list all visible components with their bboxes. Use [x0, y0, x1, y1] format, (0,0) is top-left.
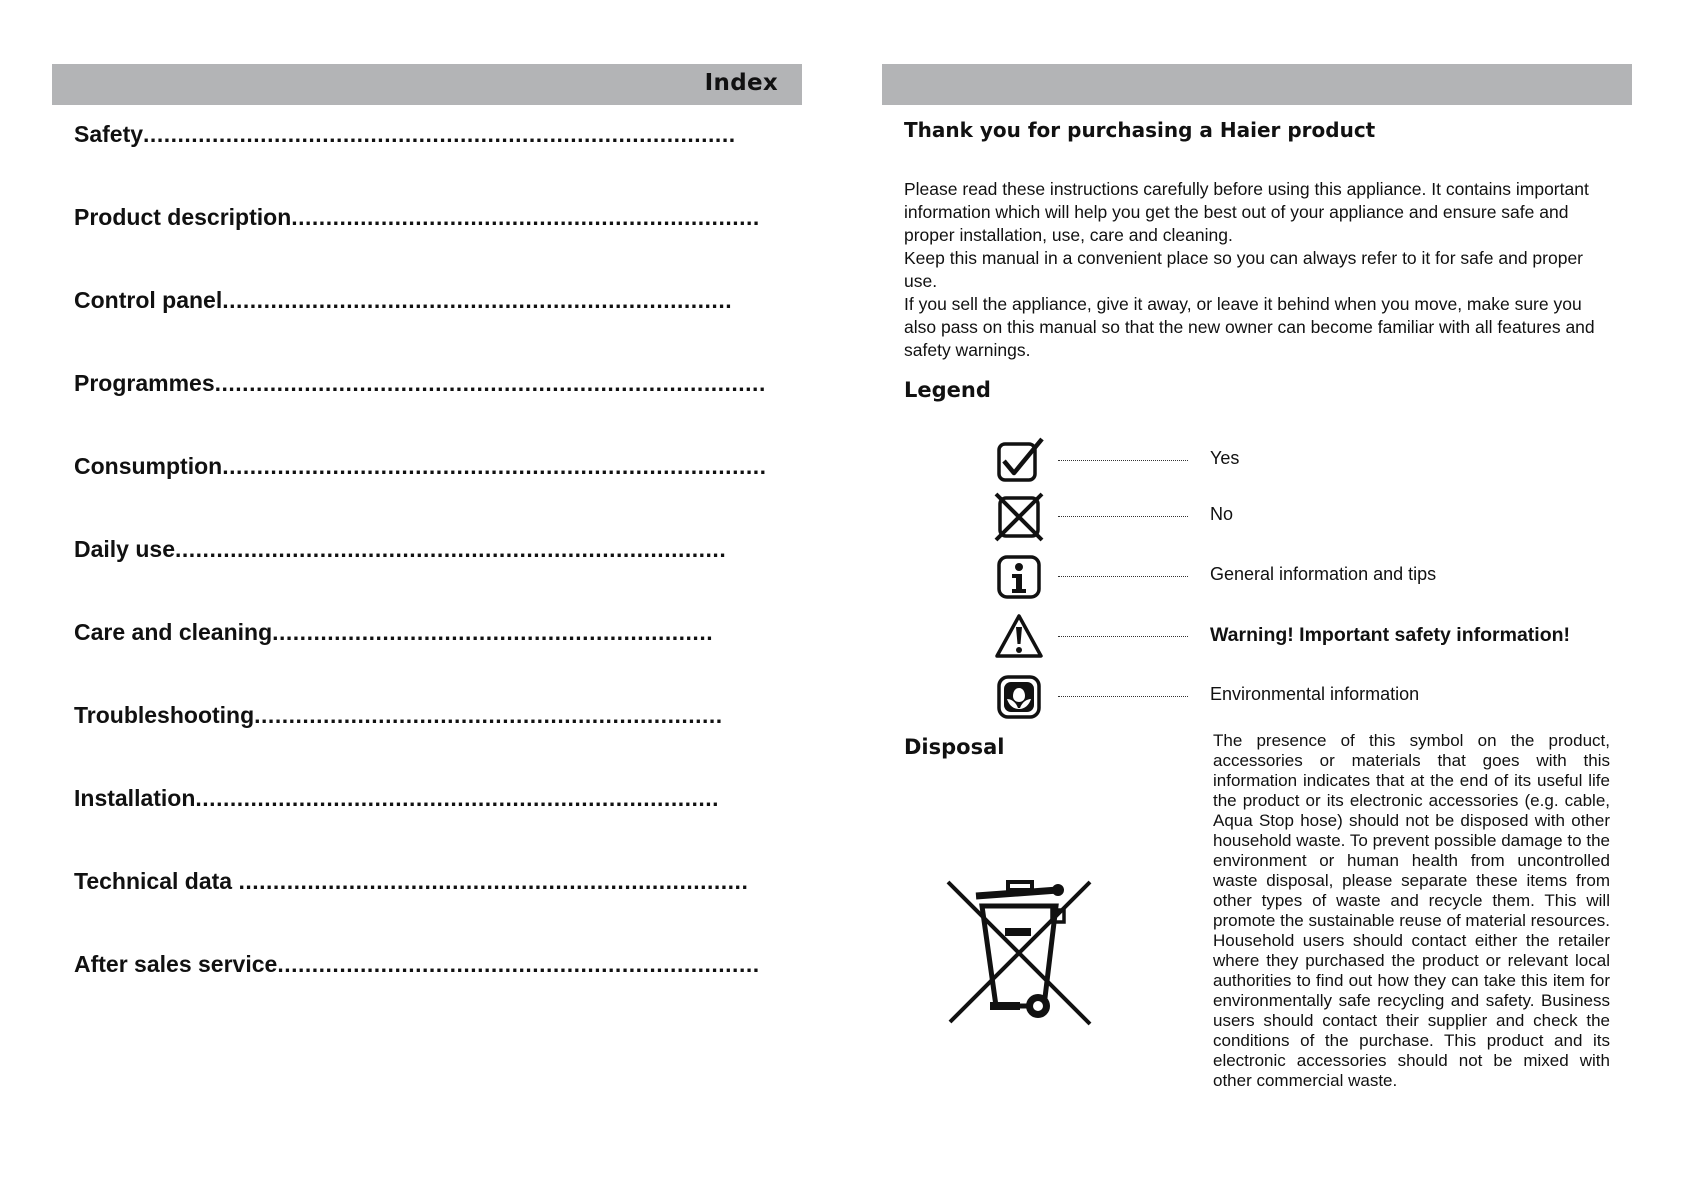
- checkbox-yes-icon: [994, 436, 1044, 486]
- legend-item-yes: [994, 436, 1634, 486]
- legend-item-warning: [994, 612, 1634, 662]
- legend-text: No: [1210, 504, 1234, 524]
- toc-item-troubleshooting[interactable]: Troubleshooting....................................................................: [74, 702, 723, 728]
- intro-text: [904, 178, 1610, 362]
- toc-item-after-sales-service[interactable]: After sales service......................................................................: [74, 951, 760, 977]
- legend-heading: Legend: [904, 378, 991, 402]
- legend-text: Yes: [1210, 448, 1240, 468]
- legend-leader: [1058, 460, 1188, 461]
- toc-item-care-and-cleaning[interactable]: Care and cleaning................................................................: [74, 619, 714, 645]
- crossed-out-wheelie-bin-icon: [940, 872, 1100, 1032]
- intro-paragraph: If you sell the appliance, give it away, or leave it behind when you move, make sure you also pass on this manual so that the new owner can become familiar with all features and safety warnings.: [904, 294, 1595, 360]
- toc-item-installation[interactable]: Installation............................................................................: [74, 785, 720, 811]
- toc-item-consumption[interactable]: Consumption...............................................................................: [74, 453, 767, 479]
- warning-icon: [994, 612, 1044, 662]
- disposal-text: The presence of this symbol on the product, accessories or materials that goes with this information indicates that at the end of its useful life the product or its electronic accessories (e.g. cable, Aqua Stop hose) should not be disposed with other household waste. To prevent possible damage to the environment or human health from uncontrolled waste disposal, please separate these items from other types of waste and recycle them. This will promote the sustainable reuse of material resources. Household users should contact either the retailer where they purchased the product or relevant local authorities to find out how they can take this item for environmentally safe recycling and safety. Business users should contact their supplier and check the conditions of the purchase. This product and its electronic accessories should not be mixed with other commercial waste.: [1213, 731, 1610, 1090]
- disposal-heading: Disposal: [904, 735, 1005, 759]
- intro-header-bar: [882, 64, 1632, 105]
- legend-item-environment: [994, 672, 1634, 722]
- intro-paragraph: Keep this manual in a convenient place so you can always refer to it for safe and proper use.: [904, 248, 1584, 291]
- legend-text: Environmental information: [1210, 684, 1420, 704]
- table-of-contents: [74, 116, 774, 1029]
- toc-item-daily-use[interactable]: Daily use................................................................................: [74, 536, 727, 562]
- checkbox-no-icon: [994, 492, 1044, 542]
- environment-icon: [994, 672, 1044, 722]
- toc-item-programmes[interactable]: Programmes................................................................................: [74, 370, 766, 396]
- toc-item-technical-data[interactable]: Technical data ..........................................................................: [74, 868, 749, 894]
- legend-leader: [1058, 636, 1188, 637]
- toc-item-product-description[interactable]: Product description....................................................................: [74, 204, 760, 230]
- legend-leader: [1058, 576, 1188, 577]
- legend-text: General information and tips: [1210, 564, 1437, 584]
- index-title: Index: [704, 70, 778, 96]
- info-icon: [994, 552, 1044, 602]
- legend-item-info: [994, 552, 1634, 602]
- toc-item-control-panel[interactable]: Control panel..........................................................................: [74, 287, 733, 313]
- legend-leader: [1058, 516, 1188, 517]
- legend-text: Warning! Important safety information!: [1210, 624, 1571, 646]
- intro-heading: Thank you for purchasing a Haier product: [904, 118, 1376, 142]
- intro-paragraph: Please read these instructions carefully before using this appliance. It contains important information which will help you get the best out of your appliance and ensure safe and proper installation, use, care and cleaning.: [904, 179, 1589, 245]
- toc-item-safety[interactable]: Safety......................................................................................: [74, 121, 736, 147]
- legend-item-no: [994, 492, 1634, 542]
- legend-leader: [1058, 696, 1188, 697]
- index-header-bar: [52, 64, 802, 105]
